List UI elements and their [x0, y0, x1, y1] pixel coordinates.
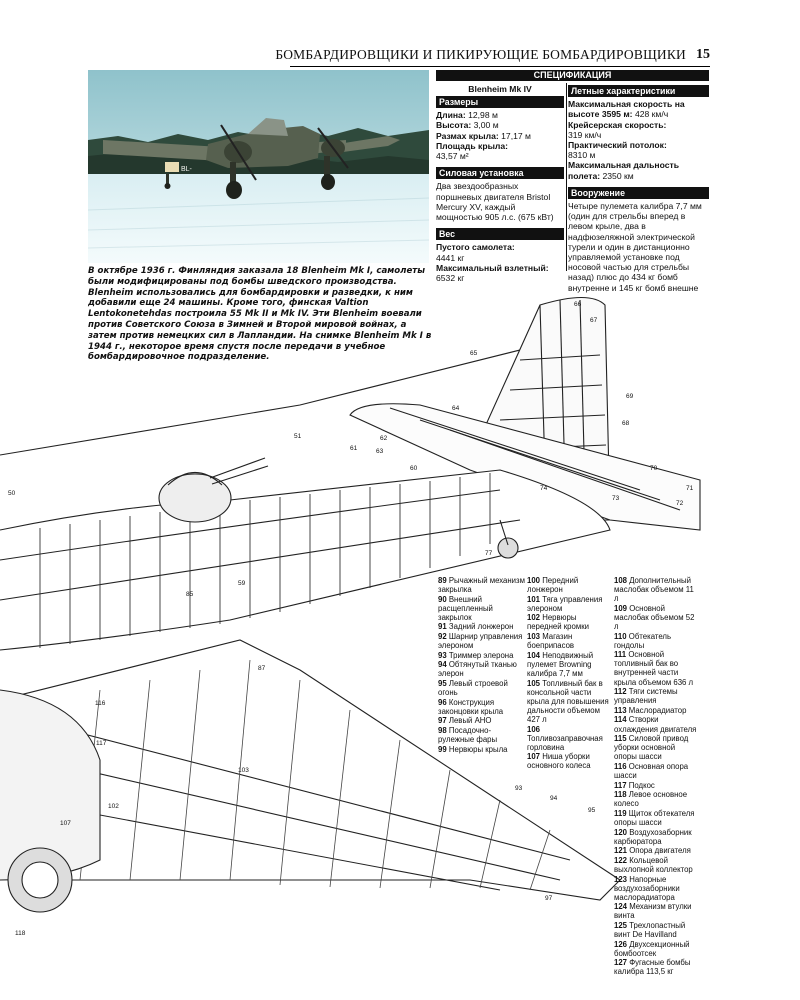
ref-102: 102 [108, 803, 119, 810]
legend-number: 103 [527, 632, 541, 642]
legend-text: Обтянутый тканью элерон [438, 660, 517, 679]
ref-74: 74 [540, 485, 548, 492]
legend-item [438, 698, 526, 716]
legend-number: 124 [614, 902, 628, 912]
page-number: 15 [696, 47, 710, 62]
legend-item [614, 604, 698, 631]
legend-text: Дополнительный маслобак объемом 11 л [614, 576, 694, 604]
legend-column-1 [438, 576, 526, 754]
legend-number: 108 [614, 576, 628, 585]
legend-text: Топливный бак в консольной части крыла для повышения дальности объемом 427 л [527, 678, 609, 724]
legend-number: 123 [614, 874, 628, 884]
ref-94: 94 [550, 795, 558, 802]
area-value: 43,57 м² [436, 151, 469, 162]
legend-text: Обтекатель гондолы [614, 631, 672, 650]
legend-text: Подкос [628, 780, 655, 790]
ref-71: 71 [686, 485, 694, 492]
legend-item [438, 726, 526, 744]
spec-divider [566, 83, 567, 271]
legend-number: 106 [527, 724, 541, 734]
legend-item [527, 679, 609, 724]
legend-item [527, 752, 609, 770]
legend-text: Воздухозаборник карбюратора [614, 827, 692, 846]
legend-number: 92 [438, 632, 447, 642]
length-value: 12,98 м [468, 110, 498, 121]
legend-text: Опора двигателя [629, 846, 691, 856]
legend-text: Трехлопастный винт De Havilland [614, 920, 686, 940]
legend-item [614, 715, 698, 733]
legend-item [438, 622, 526, 631]
cruise-speed-label: Крейсерская скорость: [568, 119, 667, 130]
legend-text: Неподвижный пулемет Browning калибра 7,7 мм [527, 650, 594, 678]
legend-item [438, 632, 526, 650]
empty-weight-value: 4441 кг [436, 252, 465, 263]
legend-text: Передний лонжерон [527, 576, 579, 595]
ref-59: 59 [238, 580, 246, 587]
legend-number: 96 [438, 697, 447, 707]
legend-item [438, 716, 526, 725]
legend-item [614, 856, 698, 874]
legend-text: Левый строевой огонь [438, 679, 508, 698]
ref-50: 50 [8, 490, 16, 497]
legend-number: 121 [614, 846, 628, 856]
legend-item [614, 790, 698, 808]
legend-item [527, 725, 609, 752]
ref-97: 97 [545, 895, 553, 902]
span-value: 17,17 м [501, 130, 531, 141]
spec-powerplant [436, 167, 564, 222]
legend-item [614, 902, 698, 920]
ref-64: 64 [452, 405, 460, 412]
ref-60: 60 [410, 465, 418, 472]
legend-text: Основной топливный бак во внутренней части крыла объемом 636 л [614, 650, 694, 687]
legend-text: Фугасные бомбы калибра 113,5 кг [614, 958, 691, 977]
legend-item [614, 940, 698, 958]
aircraft-photo [88, 70, 429, 263]
cruise-speed-value: 319 км/ч [568, 129, 602, 140]
legend-number: 97 [438, 716, 447, 726]
legend-number: 111 [614, 650, 627, 660]
range-label: Максимальная дальность полета: [568, 160, 680, 181]
legend-number: 110 [614, 631, 627, 641]
legend-item [614, 650, 698, 686]
spec-armament [568, 187, 709, 293]
ref-70: 70 [650, 465, 658, 472]
legend-number: 126 [614, 939, 628, 949]
ref-72: 72 [676, 500, 684, 507]
ref-93: 93 [515, 785, 523, 792]
legend-number: 90 [438, 594, 447, 604]
legend-item [438, 651, 526, 660]
legend-item [614, 846, 698, 855]
legend-text: Внешний расщепленный закрылок [438, 594, 493, 622]
spec-left-column [436, 96, 564, 289]
section-title: БОМБАРДИРОВЩИКИ И ПИКИРУЮЩИЕ БОМБАРДИРОВЩИКИ [275, 47, 686, 62]
legend-number: 113 [614, 705, 627, 715]
legend-text: Створки охлаждения двигателя [614, 715, 697, 734]
legend-number: 104 [527, 650, 541, 660]
powerplant-heading: Силовая установка [436, 167, 564, 179]
max-speed-value: 428 км/ч [634, 109, 669, 120]
legend-item [527, 613, 609, 631]
max-weight-label: Максимальный взлетный: [436, 262, 549, 273]
max-weight-value: 6532 кг [436, 273, 465, 284]
legend-number: 100 [527, 576, 541, 585]
ceiling-value: 8310 м [568, 150, 596, 161]
legend-item [614, 781, 698, 790]
legend-item [438, 660, 526, 678]
legend-text: Нервюры крыла [448, 744, 508, 754]
specification-table [436, 70, 709, 293]
height-value: 3,00 м [473, 120, 499, 131]
legend-number: 99 [438, 744, 447, 754]
legend-item [614, 576, 698, 603]
legend-number: 125 [614, 920, 628, 930]
legend-number: 120 [614, 827, 628, 837]
photo-illustration [88, 70, 429, 263]
legend-number: 112 [614, 687, 627, 697]
legend-number: 94 [438, 660, 447, 670]
ref-107: 107 [60, 820, 71, 827]
max-speed-label: Максимальная скорость на высоте 3595 м: [568, 99, 685, 120]
legend-text: Механизм втулки винта [614, 902, 692, 921]
ref-73: 73 [612, 495, 620, 502]
ref-118: 118 [15, 930, 26, 937]
armament-text: Четыре пулемета калибра 7,7 мм (один для стрельбы вперед в левом крыле, два в надфюзеляжной электрической турели и один в дистанционно управляемой установке под носовой частью для стрельбы назад) плюс до 434 кг бомб внутренне и 145 кг бомб внешне [568, 201, 702, 293]
empty-weight-label: Пустого самолета: [436, 242, 515, 253]
ref-65: 65 [470, 350, 478, 357]
legend-number: 91 [438, 622, 447, 632]
legend-number: 119 [614, 808, 627, 818]
ref-77: 77 [485, 550, 493, 557]
legend-number: 109 [614, 603, 628, 613]
legend-text: Силовой привод уборки основной опоры шасси [614, 734, 689, 762]
spec-dimensions [436, 96, 564, 161]
spec-performance [568, 85, 709, 181]
spec-title: СПЕЦИФИКАЦИЯ [436, 70, 709, 81]
armament-heading: Вооружение [568, 187, 709, 199]
photo-caption: В октябре 1936 г. Финляндия заказала 18 Blenheim Mk I, самолеты были модифицированы под бомбы шведского производства. Blenheim использовались для бомбардировки и разведки, к ним добавили еще 24 машины. Кроме того, финская Valtion Lentokonetehdas построила 55 Mk II и Mk IV. Эти Blenheim воевали против Советского Союза в Зимней и Второй мировой войнах, а затем против немецких сил в Лапландии. На снимке Blenheim Mk I в 1944 г., некоторое время спустя после передачи в учебное бомбардировочное подразделение. [88, 266, 432, 363]
legend-text: Маслорадиатор [628, 705, 687, 715]
legend-text: Рычажный механизм закрылка [438, 576, 525, 595]
legend-number: 102 [527, 613, 541, 623]
legend-item [527, 576, 609, 594]
ref-69: 69 [626, 393, 634, 400]
area-label: Площадь крыла: [436, 140, 509, 151]
legend-item [438, 595, 526, 622]
span-label: Размах крыла: [436, 130, 499, 141]
legend-number: 115 [614, 734, 627, 744]
legend-text: Нервюры передней кромки [527, 613, 589, 632]
legend-item [614, 734, 698, 761]
legend-item [438, 745, 526, 754]
legend-number: 101 [527, 594, 541, 604]
legend-text: Щиток обтекателя опоры шасси [614, 808, 695, 827]
legend-text: Кольцевой выхлопной коллектор [614, 855, 693, 874]
ref-63: 63 [376, 448, 384, 455]
legend-text: Магазин боеприпасов [527, 632, 575, 651]
performance-heading: Летные характеристики [568, 85, 709, 97]
legend-text: Конструкция законцовки крыла [438, 697, 504, 716]
legend-text: Левое основное колесо [614, 790, 688, 809]
legend-text: Триммер элерона [448, 650, 514, 660]
ref-61: 61 [350, 445, 358, 452]
legend-number: 89 [438, 576, 447, 585]
length-label: Длина: [436, 110, 466, 121]
spec-model: Blenheim Mk IV [468, 84, 532, 94]
legend-item [614, 828, 698, 846]
ref-68: 68 [622, 420, 630, 427]
ref-85: 85 [186, 591, 194, 598]
legend-text: Задний лонжерон [448, 622, 514, 632]
weight-heading: Вес [436, 228, 564, 240]
cutaway-drawing [0, 280, 720, 1000]
legend-number: 122 [614, 855, 628, 865]
legend-item [614, 706, 698, 715]
legend-number: 117 [614, 780, 627, 790]
legend-item [614, 875, 698, 902]
ref-116: 116 [95, 700, 106, 707]
ref-87: 87 [258, 665, 266, 672]
legend-number: 98 [438, 726, 447, 735]
legend-text: Тяги системы управления [614, 687, 678, 706]
legend-item [438, 576, 526, 594]
legend-number: 127 [614, 958, 628, 968]
powerplant-text: Два звездообразных поршневых двигателя Bristol Mercury XV, каждый мощностью 905 л.с. (675 кВт) [436, 181, 554, 223]
legend-column-2 [527, 576, 609, 771]
legend-item [527, 595, 609, 613]
page-header [275, 44, 710, 67]
ref-62: 62 [380, 435, 388, 442]
legend-item [614, 632, 698, 650]
legend-number: 118 [614, 790, 627, 800]
ceiling-label: Практический потолок: [568, 140, 667, 151]
legend-item [614, 687, 698, 705]
spec-right-column [568, 85, 709, 299]
ref-95: 95 [588, 807, 596, 814]
legend-text: Шарнир управления элероном [438, 632, 523, 651]
legend-text: Основной маслобак объемом 52 л [614, 603, 695, 631]
legend-text: Ниша уборки основного колеса [527, 752, 591, 771]
ref-51: 51 [294, 433, 302, 440]
ref-117: 117 [96, 740, 107, 747]
legend-item [527, 651, 609, 678]
legend-number: 93 [438, 650, 447, 660]
legend-item [614, 809, 698, 827]
legend-text: Тяга управления элероном [527, 594, 603, 613]
spec-weight [436, 228, 564, 283]
legend-text: Основная опора шасси [614, 761, 689, 780]
legend-column-3 [614, 576, 698, 977]
dimensions-heading: Размеры [436, 96, 564, 108]
legend-number: 114 [614, 715, 627, 725]
ref-66: 66 [574, 301, 582, 308]
legend-number: 95 [438, 679, 447, 689]
range-value: 2350 км [602, 170, 634, 181]
legend-number: 107 [527, 752, 541, 762]
legend-text: Двухсекционный бомбоотсек [614, 939, 690, 958]
legend-text: Напорные воздухозаборники маслорадиатора [614, 874, 680, 902]
legend-text: Левый АНО [448, 716, 492, 726]
legend-text: Посадочно-рулежные фары [438, 726, 498, 745]
legend-number: 105 [527, 678, 541, 688]
legend-item [527, 632, 609, 650]
legend-item [438, 679, 526, 697]
height-label: Высота: [436, 120, 472, 131]
legend-item [614, 921, 698, 939]
legend-item [614, 762, 698, 780]
ref-103: 103 [238, 767, 249, 774]
aircraft-marking: BL- [181, 166, 192, 173]
legend-item [614, 958, 698, 976]
ref-67: 67 [590, 317, 598, 324]
legend-text: Топливозаправочная горловина [527, 733, 603, 752]
legend-number: 116 [614, 761, 627, 771]
